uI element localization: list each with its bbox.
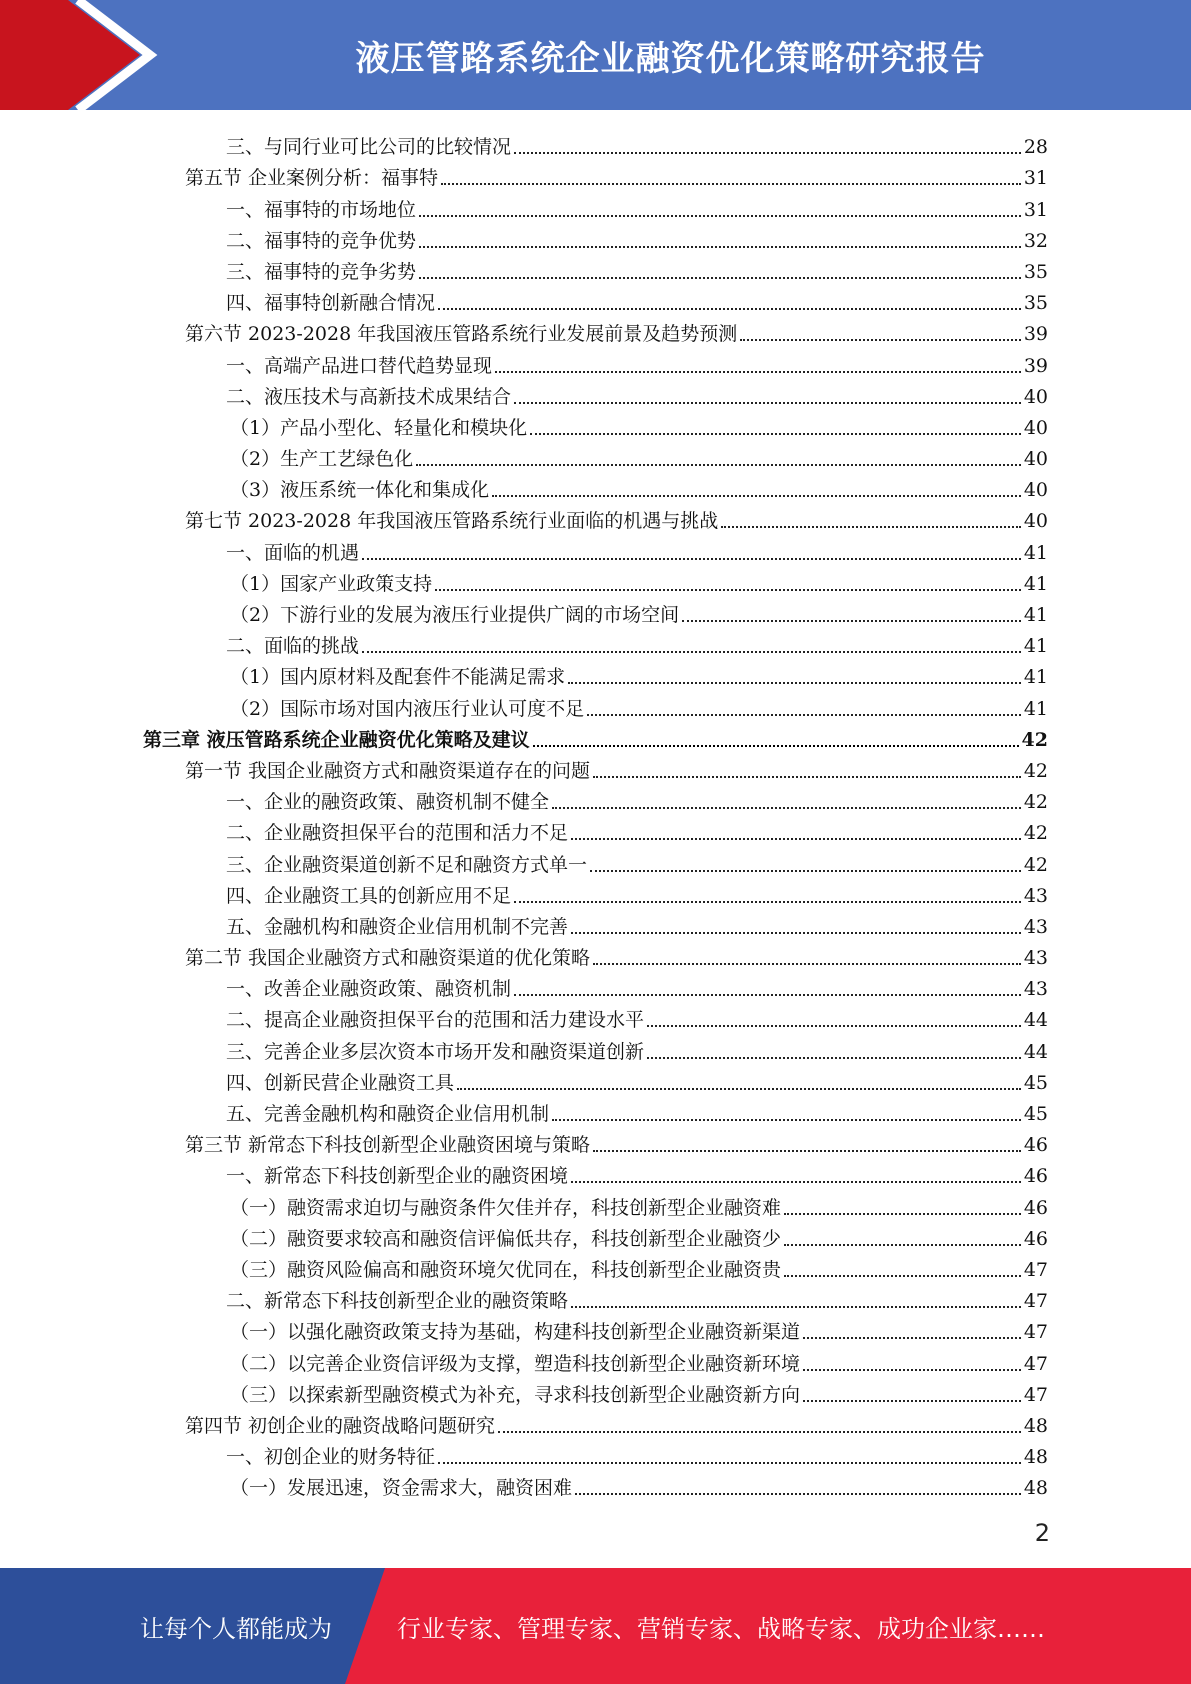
toc-dot-leader: [495, 371, 1021, 373]
toc-entry-page: 43: [1023, 978, 1048, 1001]
toc-entry[interactable]: [143, 1469, 1048, 1500]
footer-slogan-right: 行业专家、管理专家、营销专家、战略专家、成功企业家……: [397, 1614, 1045, 1643]
toc-dot-leader: [721, 526, 1021, 528]
toc-entry-page: 42: [1023, 853, 1048, 876]
toc-entry-page: 28: [1023, 136, 1048, 159]
toc-entry[interactable]: [143, 1376, 1048, 1407]
toc-entry-page: 44: [1023, 1009, 1048, 1032]
toc-entry[interactable]: [143, 752, 1048, 783]
toc-entry-page: 48: [1023, 1414, 1048, 1437]
toc-dot-leader: [533, 745, 1019, 747]
toc-entry[interactable]: [143, 845, 1048, 876]
toc-entry-title: 一、新常态下科技创新型企业的融资困境: [226, 1165, 569, 1188]
toc-dot-leader: [438, 1462, 1021, 1464]
toc-entry-title: 二、面临的挑战: [226, 635, 360, 658]
toc-entry-title: 三、福事特的竞争劣势: [226, 260, 417, 283]
toc-entry-title: 三、完善企业多层次资本市场开发和融资渠道创新: [226, 1040, 645, 1063]
toc-entry[interactable]: [143, 1126, 1048, 1157]
toc-entry[interactable]: [143, 315, 1048, 346]
toc-entry-page: 43: [1023, 884, 1048, 907]
toc-entry-page: 47: [1023, 1258, 1048, 1281]
toc-dot-leader: [514, 901, 1021, 903]
toc-entry-page: 42: [1023, 822, 1048, 845]
toc-entry-title: 二、企业融资担保平台的范围和活力不足: [226, 822, 569, 845]
toc-dot-leader: [803, 1337, 1021, 1339]
toc-dot-leader: [784, 1213, 1021, 1215]
toc-entry[interactable]: [143, 128, 1048, 159]
footer-slogan-left: 让每个人都能成为: [140, 1614, 332, 1643]
toc-entry-title: （2）下游行业的发展为液压行业提供广阔的市场空间: [230, 604, 680, 626]
toc-entry-title: （1）国内原材料及配套件不能满足需求: [230, 666, 566, 689]
toc-entry-page: 39: [1023, 354, 1048, 377]
toc-entry[interactable]: [143, 502, 1048, 533]
toc-dot-leader: [682, 620, 1021, 622]
toc-dot-leader: [571, 838, 1021, 840]
toc-entry[interactable]: [143, 970, 1048, 1001]
toc-entry-page: 41: [1023, 697, 1048, 720]
toc-entry-title: 第四节 初创企业的融资战略问题研究: [185, 1414, 496, 1437]
toc-dot-leader: [784, 1275, 1021, 1277]
toc-entry-title: 一、面临的机遇: [226, 541, 360, 564]
toc-entry-page: 40: [1023, 385, 1048, 408]
toc-dot-leader: [647, 1025, 1021, 1027]
toc-entry-title: 三、与同行业可比公司的比较情况: [226, 136, 512, 159]
toc-entry[interactable]: [143, 378, 1048, 409]
toc-entry-title: 第二节 我国企业融资方式和融资渠道的优化策略: [185, 947, 591, 970]
toc-dot-leader: [419, 246, 1021, 248]
toc-dot-leader: [498, 1431, 1021, 1433]
toc-entry-page: 40: [1023, 448, 1048, 471]
toc-entry-title: 五、完善金融机构和融资企业信用机制: [226, 1103, 550, 1125]
toc-entry-title: 三、企业融资渠道创新不足和融资方式单一: [226, 853, 588, 876]
toc-entry[interactable]: [143, 284, 1048, 315]
toc-entry[interactable]: [143, 721, 1048, 752]
toc-entry-page: 42: [1023, 791, 1048, 814]
toc-dot-leader: [530, 433, 1021, 435]
toc-dot-leader: [593, 963, 1021, 965]
toc-dot-leader: [435, 589, 1021, 591]
toc-entry[interactable]: [143, 689, 1048, 720]
toc-entry-title: 一、改善企业融资政策、融资机制: [226, 978, 512, 1001]
toc-dot-leader: [492, 495, 1021, 497]
toc-entry-title: （三）以探索新型融资模式为补充，寻求科技创新型企业融资新方向: [230, 1383, 801, 1406]
toc-entry-title: 一、福事特的市场地位: [226, 198, 417, 221]
toc-entry[interactable]: [143, 565, 1048, 596]
toc-entry-page: 31: [1023, 198, 1048, 221]
toc-entry[interactable]: [143, 190, 1048, 221]
toc-dot-leader: [552, 1119, 1021, 1121]
toc-entry-title: 第五节 企业案例分析：福事特: [185, 167, 439, 190]
toc-entry-page: 45: [1023, 1071, 1048, 1094]
toc-dot-leader: [740, 339, 1021, 341]
toc-entry[interactable]: [143, 1157, 1048, 1188]
toc-entry-title: （二）融资要求较高和融资信评偏低共存，科技创新型企业融资少: [230, 1227, 782, 1250]
toc-entry-page: 48: [1023, 1477, 1048, 1500]
toc-entry-page: 47: [1023, 1290, 1048, 1313]
toc-entry-page: 44: [1023, 1040, 1048, 1063]
toc-dot-leader: [457, 1088, 1021, 1090]
toc-entry-page: 41: [1023, 604, 1048, 626]
toc-entry[interactable]: [143, 1251, 1048, 1282]
toc-entry-page: 35: [1023, 260, 1048, 283]
toc-entry-title: 四、福事特创新融合情况: [226, 292, 436, 315]
toc-entry-page: 40: [1023, 510, 1048, 533]
toc-entry-title: 一、高端产品进口替代趋势显现: [226, 354, 493, 377]
toc-entry-page: 31: [1023, 167, 1048, 190]
toc-entry-title: （2）生产工艺绿色化: [230, 448, 414, 471]
toc-entry-page: 46: [1023, 1165, 1048, 1188]
toc-dot-leader: [419, 277, 1021, 279]
toc-entry-title: 二、新常态下科技创新型企业的融资策略: [226, 1290, 569, 1313]
toc-entry-page: 41: [1023, 666, 1048, 689]
toc-entry-title: （一）融资需求迫切与融资条件欠佳并存，科技创新型企业融资难: [230, 1196, 782, 1219]
toc-entry-page: 45: [1023, 1103, 1048, 1125]
toc-dot-leader: [362, 558, 1021, 560]
toc-entry-page: 42: [1021, 728, 1048, 751]
toc-entry-title: （1）产品小型化、轻量化和模块化: [230, 416, 528, 439]
toc-entry-title: 二、液压技术与高新技术成果结合: [226, 385, 512, 408]
toc-entry-page: 41: [1023, 572, 1048, 595]
toc-entry[interactable]: [143, 908, 1048, 939]
toc-entry-title: （三）融资风险偏高和融资环境欠优同在，科技创新型企业融资贵: [230, 1258, 782, 1281]
toc-entry-title: 五、金融机构和融资企业信用机制不完善: [226, 915, 569, 938]
toc-entry-page: 35: [1023, 292, 1048, 315]
toc-entry-title: 一、企业的融资政策、融资机制不健全: [226, 791, 550, 814]
toc-dot-leader: [590, 870, 1021, 872]
toc-entry-page: 43: [1023, 915, 1048, 938]
toc-dot-leader: [571, 932, 1021, 934]
toc-entry[interactable]: [143, 1407, 1048, 1438]
toc-dot-leader: [575, 1493, 1021, 1495]
toc-entry-page: 43: [1023, 947, 1048, 970]
toc-dot-leader: [514, 994, 1021, 996]
toc-dot-leader: [571, 1306, 1021, 1308]
report-title: 液压管路系统企业融资优化策略研究报告: [355, 38, 986, 79]
toc-entry-page: 47: [1023, 1352, 1048, 1375]
toc-entry[interactable]: [143, 1282, 1048, 1313]
toc-entry[interactable]: [143, 814, 1048, 845]
toc-dot-leader: [784, 1244, 1021, 1246]
toc-entry-title: （3）液压系统一体化和集成化: [230, 479, 490, 502]
toc-dot-leader: [587, 714, 1021, 716]
toc-entry-title: （一）以强化融资政策支持为基础，构建科技创新型企业融资新渠道: [230, 1321, 801, 1344]
toc-dot-leader: [416, 464, 1021, 466]
toc-entry-page: 39: [1023, 323, 1048, 346]
toc-entry[interactable]: [143, 471, 1048, 502]
toc-dot-leader: [647, 1057, 1021, 1059]
toc-entry-title: 一、初创企业的财务特征: [226, 1446, 436, 1469]
toc-dot-leader: [362, 651, 1021, 653]
toc-entry[interactable]: [143, 1032, 1048, 1063]
page-footer: [0, 1568, 1191, 1684]
toc-entry[interactable]: [143, 627, 1048, 658]
toc-entry[interactable]: [143, 253, 1048, 284]
toc-entry-title: 第七节 2023-2028 年我国液压管路系统行业面临的机遇与挑战: [185, 510, 719, 533]
toc-entry-title: 四、创新民营企业融资工具: [226, 1071, 455, 1094]
toc-entry[interactable]: [143, 1220, 1048, 1251]
toc-dot-leader: [568, 682, 1021, 684]
toc-entry[interactable]: [143, 877, 1048, 908]
toc-entry[interactable]: [143, 596, 1048, 627]
toc-entry-page: 41: [1023, 635, 1048, 658]
toc-entry[interactable]: [143, 222, 1048, 253]
table-of-contents: [143, 128, 1048, 1500]
toc-dot-leader: [571, 1181, 1021, 1183]
toc-entry[interactable]: [143, 1313, 1048, 1344]
toc-entry[interactable]: [143, 533, 1048, 564]
toc-entry-title: （2）国际市场对国内液压行业认可度不足: [230, 697, 585, 720]
toc-entry-page: 46: [1023, 1134, 1048, 1157]
toc-entry[interactable]: [143, 1344, 1048, 1375]
toc-entry-page: 47: [1023, 1321, 1048, 1344]
toc-entry[interactable]: [143, 440, 1048, 471]
page-number: 2: [1034, 1519, 1050, 1547]
toc-dot-leader: [803, 1400, 1021, 1402]
toc-dot-leader: [514, 402, 1021, 404]
toc-entry-page: 40: [1023, 416, 1048, 439]
toc-entry-page: 41: [1023, 541, 1048, 564]
toc-dot-leader: [419, 215, 1021, 217]
toc-entry[interactable]: [143, 409, 1048, 440]
toc-entry[interactable]: [143, 1064, 1048, 1095]
toc-entry[interactable]: [143, 159, 1048, 190]
toc-dot-leader: [514, 152, 1021, 154]
toc-dot-leader: [803, 1369, 1021, 1371]
toc-dot-leader: [552, 807, 1021, 809]
toc-dot-leader: [441, 183, 1021, 185]
toc-entry-title: 四、企业融资工具的创新应用不足: [226, 884, 512, 907]
toc-dot-leader: [438, 308, 1021, 310]
toc-entry-page: 48: [1023, 1446, 1048, 1469]
toc-entry-title: 二、福事特的竞争优势: [226, 229, 417, 252]
toc-entry[interactable]: [143, 939, 1048, 970]
toc-entry-title: 第六节 2023-2028 年我国液压管路系统行业发展前景及趋势预测: [185, 323, 738, 346]
toc-dot-leader: [593, 776, 1021, 778]
toc-entry-page: 46: [1023, 1227, 1048, 1250]
toc-entry[interactable]: [143, 783, 1048, 814]
toc-entry-title: 第三节 新常态下科技创新型企业融资困境与策略: [185, 1134, 591, 1157]
toc-entry[interactable]: [143, 1095, 1048, 1126]
toc-entry[interactable]: [143, 346, 1048, 377]
toc-entry-page: 40: [1023, 479, 1048, 502]
toc-entry-title: （1）国家产业政策支持: [230, 572, 433, 595]
toc-entry[interactable]: [143, 658, 1048, 689]
toc-entry[interactable]: [143, 1438, 1048, 1469]
toc-entry[interactable]: [143, 1001, 1048, 1032]
toc-entry-title: （一）发展迅速，资金需求大，融资困难: [230, 1477, 573, 1500]
toc-entry-title: （二）以完善企业资信评级为支撑，塑造科技创新型企业融资新环境: [230, 1352, 801, 1375]
toc-entry[interactable]: [143, 1188, 1048, 1219]
toc-entry-title: 二、提高企业融资担保平台的范围和活力建设水平: [226, 1009, 645, 1032]
toc-entry-title: 第一节 我国企业融资方式和融资渠道存在的问题: [185, 759, 591, 782]
toc-entry-page: 32: [1023, 229, 1048, 252]
toc-entry-page: 42: [1023, 759, 1048, 782]
toc-entry-page: 46: [1023, 1196, 1048, 1219]
toc-entry-page: 47: [1023, 1383, 1048, 1406]
page-header: [0, 0, 1191, 110]
toc-dot-leader: [593, 1150, 1021, 1152]
toc-entry-title: 第三章 液压管路系统企业融资优化策略及建议: [143, 728, 530, 751]
